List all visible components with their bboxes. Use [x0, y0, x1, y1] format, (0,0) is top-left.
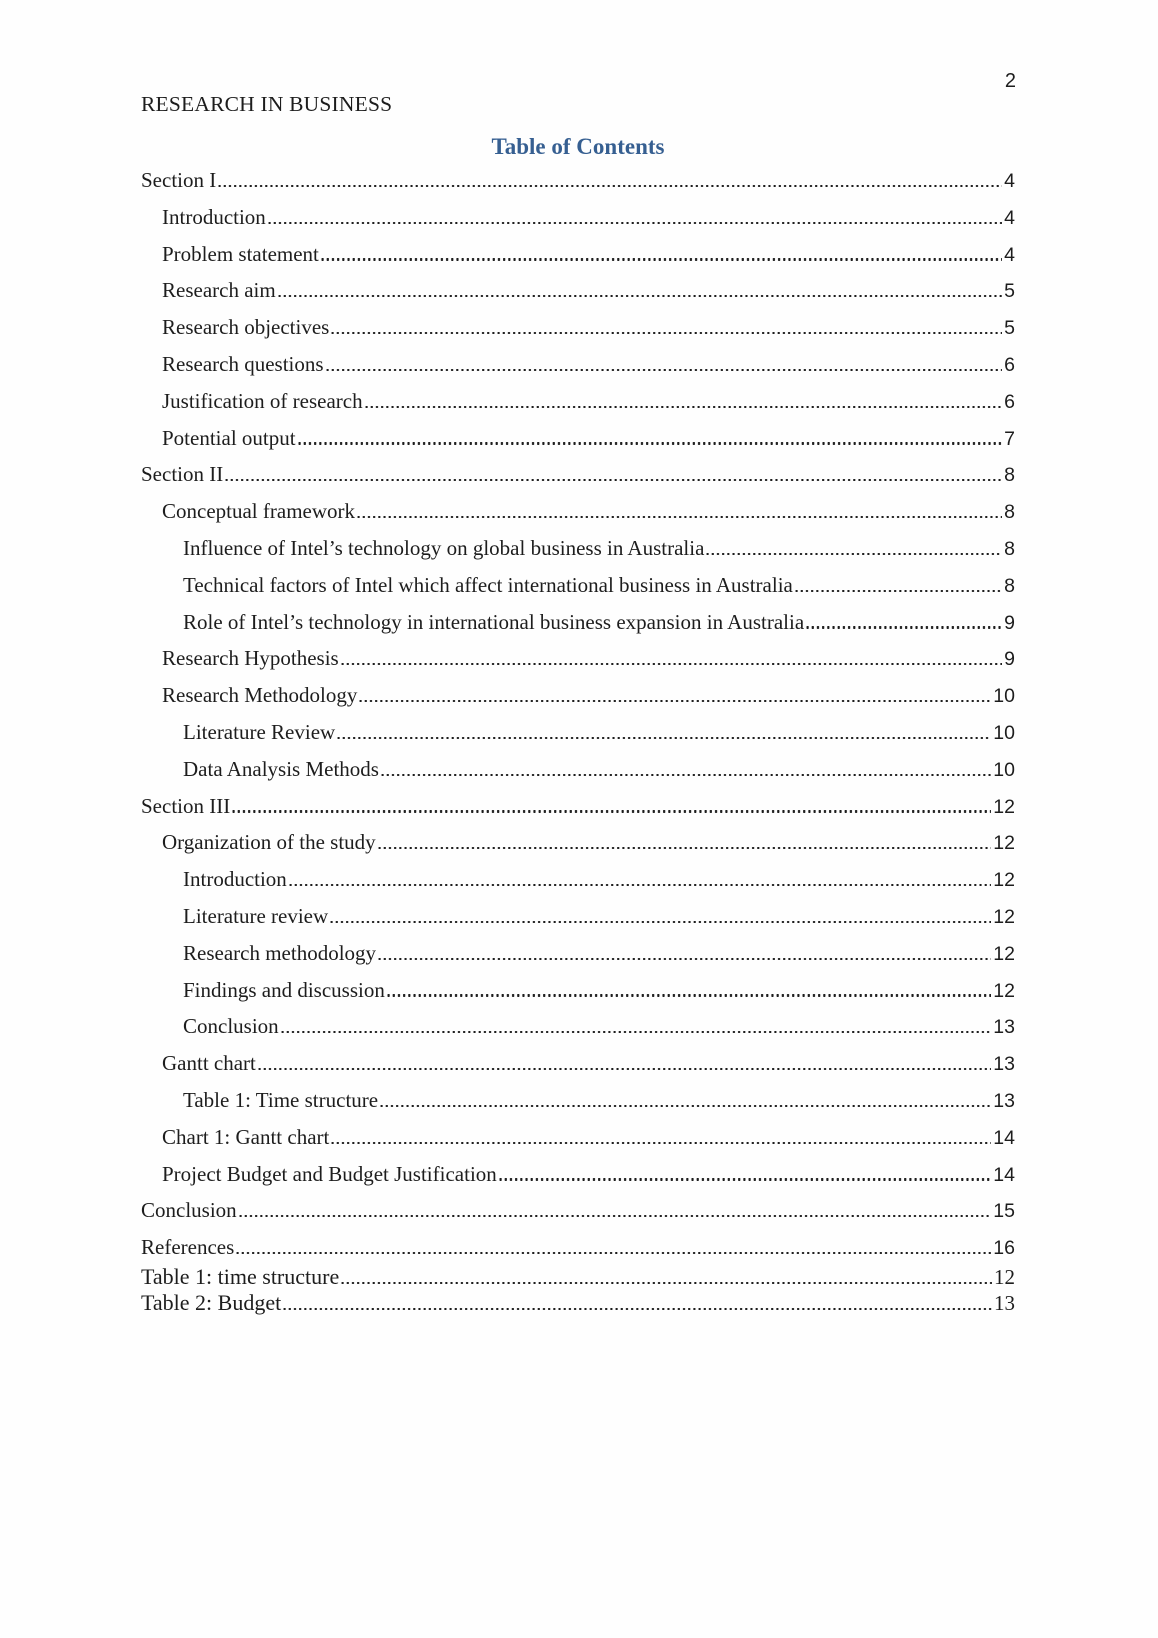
- toc-entry-page: 10: [993, 721, 1015, 744]
- dot-leader: [377, 958, 991, 960]
- toc-entry-label: Conceptual framework: [162, 499, 356, 524]
- table-of-contents: [141, 163, 1015, 1267]
- toc-title: Table of Contents: [491, 134, 665, 159]
- toc-entry[interactable]: [141, 1230, 1015, 1267]
- toc-entry-label: Section III: [141, 793, 231, 818]
- dot-leader: [386, 994, 991, 996]
- toc-entry-label: Potential output: [162, 425, 296, 450]
- toc-entry-page: 8: [1004, 574, 1015, 597]
- toc-entry-label: Gantt chart: [162, 1051, 256, 1076]
- dot-leader: [340, 1282, 992, 1284]
- toc-entry-page: 10: [993, 685, 1015, 708]
- dot-leader: [282, 1308, 992, 1310]
- dot-leader: [498, 1178, 992, 1180]
- toc-entry-page: 12: [993, 979, 1015, 1002]
- toc-entry[interactable]: [141, 163, 1015, 200]
- toc-entry-page: 8: [1004, 537, 1015, 560]
- dot-leader: [356, 516, 1002, 518]
- toc-entry[interactable]: [141, 825, 1015, 862]
- dot-leader: [379, 1105, 991, 1107]
- dot-leader: [364, 406, 1003, 408]
- toc-entry[interactable]: [141, 531, 1015, 568]
- toc-entry-label: Introduction: [162, 204, 266, 229]
- toc-entry-label: Project Budget and Budget Justification: [162, 1161, 497, 1186]
- toc-entry[interactable]: [141, 1157, 1015, 1194]
- toc-entry[interactable]: [141, 237, 1015, 274]
- toc-entry[interactable]: [141, 973, 1015, 1010]
- toc-entry[interactable]: [141, 310, 1015, 347]
- toc-entry-label: Justification of research: [162, 388, 363, 413]
- toc-entry-page: 12: [994, 1265, 1015, 1289]
- toc-entry[interactable]: [141, 641, 1015, 678]
- toc-entry-page: 6: [1004, 353, 1015, 376]
- dot-leader: [358, 700, 991, 702]
- dot-leader: [257, 1068, 991, 1070]
- toc-entry-label: Research questions: [162, 351, 324, 376]
- toc-entry[interactable]: [141, 936, 1015, 973]
- toc-entry[interactable]: [141, 1009, 1015, 1046]
- toc-entry[interactable]: [141, 457, 1015, 494]
- toc-entry-page: 13: [993, 1053, 1015, 1076]
- toc-entry-page: 12: [993, 942, 1015, 965]
- toc-entry[interactable]: [141, 789, 1015, 826]
- toc-entry-page: 7: [1004, 427, 1015, 450]
- toc-entry[interactable]: [141, 899, 1015, 936]
- toc-entry-label: Introduction: [183, 867, 287, 892]
- toc-entry-label: Section II: [141, 462, 224, 487]
- figure-entry[interactable]: [141, 1264, 1015, 1290]
- toc-entry[interactable]: [141, 384, 1015, 421]
- toc-entry-label: References: [141, 1235, 235, 1260]
- toc-entry-label: Research Methodology: [162, 683, 358, 708]
- toc-entry-page: 8: [1004, 501, 1015, 524]
- dot-leader: [235, 1252, 991, 1254]
- dot-leader: [336, 737, 991, 739]
- dot-leader: [288, 884, 991, 886]
- toc-entry[interactable]: [141, 715, 1015, 752]
- figure-entry[interactable]: [141, 1290, 1015, 1316]
- dot-leader: [330, 332, 1002, 334]
- toc-entry-label: Problem statement: [162, 241, 319, 266]
- toc-entry[interactable]: [141, 605, 1015, 642]
- toc-entry-page: 4: [1004, 243, 1015, 266]
- toc-entry-page: 14: [993, 1163, 1015, 1186]
- toc-entry[interactable]: [141, 1083, 1015, 1120]
- toc-entry-label: Conclusion: [183, 1014, 279, 1039]
- toc-entry[interactable]: [141, 1120, 1015, 1157]
- toc-entry-page: 12: [993, 832, 1015, 855]
- toc-entry[interactable]: [141, 347, 1015, 384]
- toc-entry-label: Data Analysis Methods: [183, 756, 379, 781]
- dot-leader: [297, 442, 1003, 444]
- dot-leader: [380, 774, 991, 776]
- toc-entry-label: Conclusion: [141, 1198, 237, 1223]
- dot-leader: [805, 626, 1002, 628]
- toc-entry[interactable]: [141, 273, 1015, 310]
- toc-entry[interactable]: [141, 1046, 1015, 1083]
- toc-entry-label: Research methodology: [183, 940, 377, 965]
- toc-entry-page: 5: [1004, 317, 1015, 340]
- page-number: 2: [1004, 70, 1016, 92]
- toc-entry[interactable]: [141, 421, 1015, 458]
- toc-entry-label: Literature review: [183, 903, 329, 928]
- toc-entry[interactable]: [141, 752, 1015, 789]
- toc-entry-label: Research objectives: [162, 315, 330, 340]
- dot-leader: [231, 810, 991, 812]
- toc-entry-page: 14: [993, 1126, 1015, 1149]
- toc-entry-page: 8: [1004, 464, 1015, 487]
- toc-entry-page: 12: [993, 795, 1015, 818]
- dot-leader: [705, 553, 1002, 555]
- dot-leader: [377, 847, 992, 849]
- dot-leader: [340, 663, 1002, 665]
- toc-entry-label: Table 2: Budget: [141, 1290, 282, 1315]
- toc-entry-page: 5: [1004, 280, 1015, 303]
- toc-entry-label: Influence of Intel’s technology on global business in Australia: [183, 535, 705, 560]
- dot-leader: [217, 185, 1002, 187]
- toc-entry-page: 13: [993, 1016, 1015, 1039]
- toc-entry-label: Table 1: time structure: [141, 1264, 340, 1289]
- toc-entry-label: Role of Intel’s technology in international business expansion in Australia: [183, 609, 805, 634]
- dot-leader: [325, 369, 1003, 371]
- toc-entry[interactable]: [141, 200, 1015, 237]
- toc-entry-page: 13: [993, 1089, 1015, 1112]
- toc-entry-page: 4: [1004, 206, 1015, 229]
- toc-entry-page: 9: [1004, 611, 1015, 634]
- toc-entry-label: Table 1: Time structure: [183, 1087, 379, 1112]
- toc-entry-label: Research Hypothesis: [162, 646, 339, 671]
- toc-entry-page: 12: [993, 869, 1015, 892]
- dot-leader: [320, 258, 1002, 260]
- toc-entry-page: 9: [1004, 648, 1015, 671]
- toc-entry-page: 13: [994, 1291, 1015, 1315]
- toc-entry-page: 10: [993, 758, 1015, 781]
- dot-leader: [224, 479, 1002, 481]
- toc-entry-page: 4: [1004, 170, 1015, 192]
- toc-entry[interactable]: [141, 568, 1015, 605]
- dot-leader: [267, 222, 1002, 224]
- dot-leader: [238, 1215, 992, 1217]
- toc-entry-label: Research aim: [162, 278, 276, 303]
- toc-entry[interactable]: [141, 678, 1015, 715]
- dot-leader: [794, 590, 1002, 592]
- toc-entry-label: Technical factors of Intel which affect international business in Australia: [183, 572, 793, 597]
- figures-list: [141, 1264, 1015, 1316]
- toc-entry-label: Organization of the study: [162, 830, 376, 855]
- toc-entry-page: 15: [993, 1200, 1015, 1223]
- toc-entry-page: 16: [993, 1237, 1015, 1260]
- toc-entry-label: Chart 1: Gantt chart: [162, 1124, 330, 1149]
- toc-entry-page: 12: [993, 905, 1015, 928]
- toc-entry[interactable]: [141, 1193, 1015, 1230]
- toc-entry-label: Literature Review: [183, 719, 336, 744]
- toc-entry-label: Section I: [141, 168, 217, 192]
- dot-leader: [280, 1031, 992, 1033]
- toc-entry-label: Findings and discussion: [183, 977, 385, 1002]
- dot-leader: [330, 1142, 991, 1144]
- toc-entry[interactable]: [141, 494, 1015, 531]
- running-head: RESEARCH IN BUSINESS: [141, 92, 393, 116]
- dot-leader: [277, 295, 1002, 297]
- dot-leader: [329, 921, 991, 923]
- toc-entry-page: 6: [1004, 390, 1015, 413]
- toc-entry[interactable]: [141, 862, 1015, 899]
